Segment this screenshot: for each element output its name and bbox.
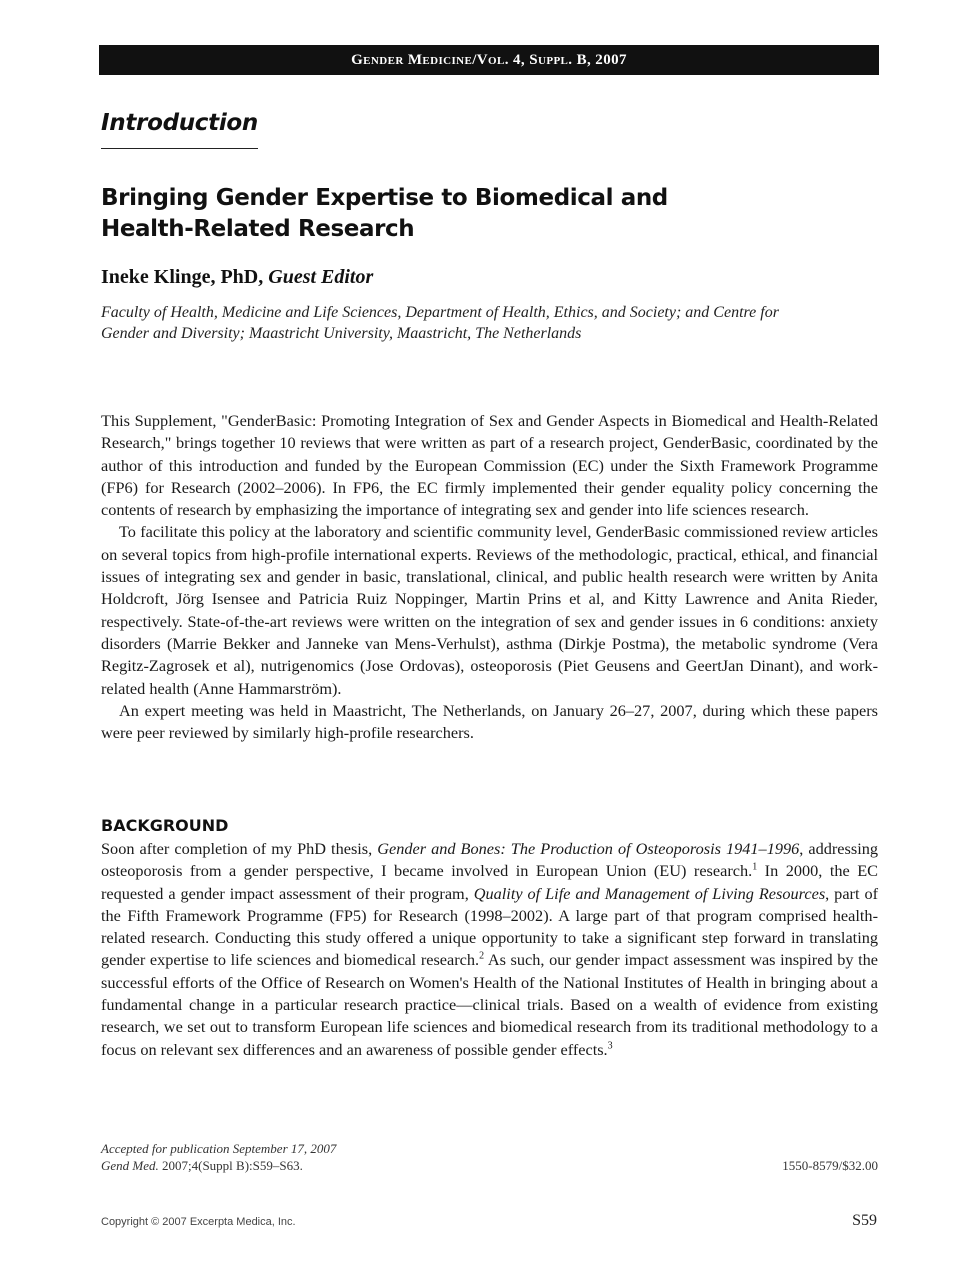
background-heading: BACKGROUND (101, 816, 229, 835)
author-line (101, 266, 373, 289)
issn-price: 1550-8579/$32.00 (782, 1158, 878, 1173)
background-text-3: In 2000, the EC requested a gender impact assessment of their program, (101, 861, 878, 903)
reference-2[interactable]: 2 (479, 951, 485, 963)
section-label: Introduction (101, 110, 258, 136)
affiliation-line2: Gender and Diversity; Maastricht University, Maastricht, The Netherlands (101, 325, 582, 342)
section-divider (101, 148, 258, 149)
citation-row (101, 1157, 878, 1174)
background-paragraph (101, 838, 878, 1061)
introduction-body (101, 410, 878, 744)
publication-footnote (101, 1140, 878, 1174)
citation-detail: 2007;4(Suppl B):S59–S63. (158, 1158, 303, 1173)
intro-paragraph-1: This Supplement, "GenderBasic: Promoting Integration of Sex and Gender Aspects in Biomedical and Health-Related Research," brings together 10 reviews that were written as part of a research project, GenderBasic, coordinated by the author of this introduction and funded by the European Commission (EC) under the Sixth Framework Programme (FP6) for Research (2002–2006). In FP6, the EC firmly implemented their gender equality policy concerning the contents of research by emphasizing the importance of integrating sex and gender into life sciences research. (101, 411, 878, 520)
program-title: Quality of Life and Management of Living Resources (473, 883, 826, 903)
citation (101, 1157, 303, 1174)
article-title-line1: Bringing Gender Expertise to Biomedical and (101, 185, 668, 211)
article-title-line2: Health-Related Research (101, 216, 415, 242)
background-text-5: As such, our gender impact assessment was inspired by the successful efforts of the Office of Research on Women's Health of the National Institutes of Health in bringing about a fundamental change in a particular research practice—clinical trials. Based on a wealth of evidence from existing research, we set out to transform European life sciences and biomedical research from its traditional methodology to a focus on relevant sex differences and an awareness of possible gender effects. (101, 950, 878, 1059)
author-name: Ineke Klinge, PhD, (101, 266, 264, 288)
background-body (101, 838, 878, 1061)
intro-paragraph-3: An expert meeting was held in Maastricht, The Netherlands, on January 26–27, 2007, during which these papers were peer reviewed by similarly high-profile researchers. (101, 700, 878, 743)
journal-header (99, 45, 879, 75)
reference-3[interactable]: 3 (607, 1040, 613, 1052)
background-text-2: , addressing osteoporosis from a gender perspective, I became involved in European Union (EU) research. (101, 839, 878, 881)
intro-paragraph-2: To facilitate this policy at the laboratory and scientific community level, GenderBasic commissioned review articles on several topics from high-profile international experts. Reviews of the methodologic, practical, ethical, and financial issues of integrating sex and gender in basic, translational, clinical, and public health research were written by Anita Holdcroft, Jörg Isensee and Patricia Ruiz Noppinger, Martin Prins et al, and Kitty Lawrence and Anita Rieder, respectively. State-of-the-art reviews were written on the integration of sex and gender issues in 6 conditions: anxiety disorders (Marrie Bekker and Janneke van Mens-Verhulst), asthma (Dirkje Postma), the metabolic syndrome (Vera Regitz-Zagrosek et al), nutrigenomics (Jose Ordovas), osteoporosis (Piet Geusens and GeertJan Dinant), and work-related health (Anne Hammarström). (101, 522, 878, 698)
reference-1[interactable]: 1 (752, 861, 758, 873)
thesis-title: Gender and Bones: The Production of Osteoporosis 1941–1996 (377, 839, 800, 858)
background-text-4: , part of the Fifth Framework Programme (FP5) for Research (1998–2002). A large part of that program comprised health-related research. Conducting this study offered a unique opportunity to take a significant step forward in translating gender expertise to life sciences and biomedical research. (101, 883, 879, 970)
page-number: S59 (852, 1212, 877, 1229)
journal-header-text: Gender Medicine/Vol. 4, Suppl. B, 2007 (351, 52, 627, 68)
article-title (101, 183, 801, 245)
affiliation-line1: Faculty of Health, Medicine and Life Sciences, Department of Health, Ethics, and Society; and Centre for (101, 304, 779, 321)
background-text-1: Soon after completion of my PhD thesis, (101, 839, 378, 858)
accepted-date: Accepted for publication September 17, 2007 (101, 1141, 337, 1156)
author-role: Guest Editor (268, 266, 374, 288)
author-affiliation (101, 302, 881, 344)
copyright-notice: Copyright © 2007 Excerpta Medica, Inc. (101, 1216, 296, 1228)
journal-abbrev: Gend Med. (101, 1158, 159, 1173)
